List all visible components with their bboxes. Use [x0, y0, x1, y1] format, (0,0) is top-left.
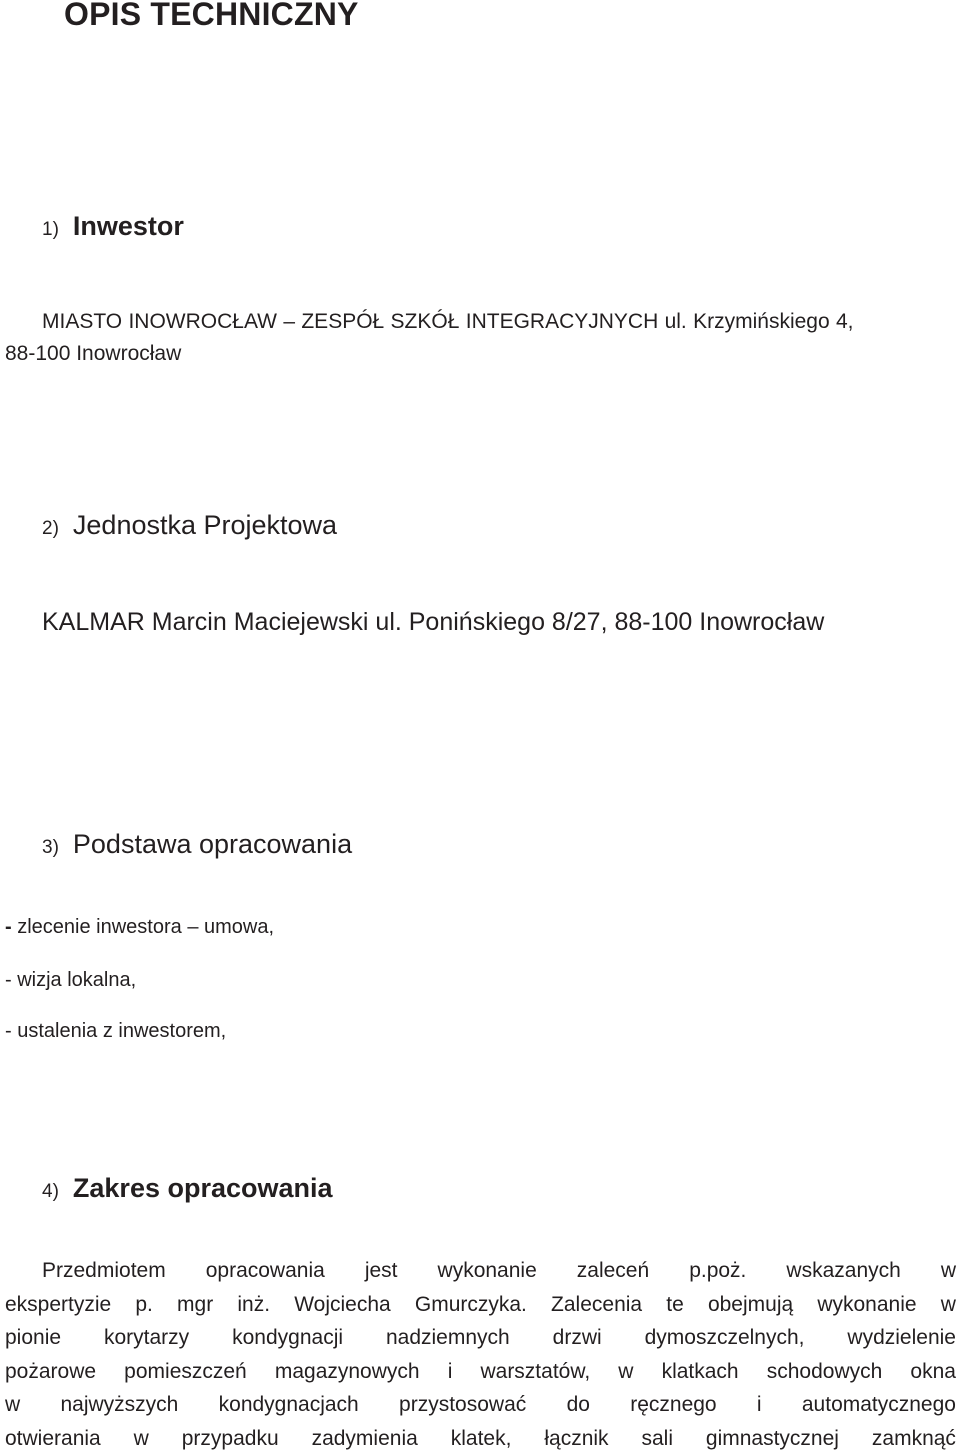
scope-paragraph [5, 1254, 956, 1456]
list-item-text: ustalenia z inwestorem, [11, 1020, 227, 1042]
word: kondygnacjach [218, 1393, 359, 1417]
word: w [5, 1393, 21, 1417]
word: warsztatów, [480, 1359, 591, 1383]
word: mgr [177, 1292, 214, 1316]
word: dymoszczelnych, [644, 1326, 805, 1350]
list-bullet: - [5, 916, 12, 938]
section-number: 2) [42, 518, 59, 539]
word: Przedmiotem [42, 1259, 166, 1282]
section-label: Zakres opracowania [72, 1173, 333, 1203]
word: opracowania [205, 1259, 325, 1282]
section-number: 1) [42, 219, 59, 240]
scope-line [5, 1254, 956, 1288]
section-heading-scope [42, 1170, 333, 1210]
word: jest [364, 1259, 398, 1282]
list-item [5, 913, 274, 941]
word: wskazanych [786, 1259, 901, 1282]
word: kondygnacji [232, 1326, 344, 1350]
word: wykonanie [817, 1292, 917, 1316]
word: automatycznego [801, 1393, 956, 1417]
list-item [5, 1017, 226, 1045]
scope-line [5, 1321, 956, 1355]
word: p.poż. [689, 1259, 747, 1282]
word: w [133, 1426, 149, 1450]
scope-line [5, 1422, 956, 1456]
word: nadziemnych [385, 1326, 510, 1350]
word: pomieszczeń [124, 1359, 247, 1383]
list-item-text: zlecenie inwestora – umowa, [11, 916, 275, 938]
word: ręcznego [630, 1393, 717, 1417]
section-label: Podstawa opracowania [72, 829, 353, 859]
list-item-text: wizja lokalna, [11, 969, 137, 991]
word: gimnastycznej [705, 1426, 839, 1450]
word: p. [135, 1292, 153, 1316]
word: zadymienia [311, 1426, 418, 1450]
word: najwyższych [60, 1393, 179, 1417]
list-bullet: - [5, 1020, 12, 1042]
word: korytarzy [104, 1326, 190, 1350]
word: obejmują [707, 1292, 794, 1316]
word: zaleceń [576, 1259, 650, 1282]
section-heading-basis [42, 826, 352, 866]
word: przystosować [399, 1393, 527, 1417]
word: pożarowe [5, 1359, 97, 1383]
word: okna [910, 1359, 956, 1383]
word: wykonanie [437, 1259, 537, 1282]
word: przypadku [181, 1426, 279, 1450]
word: łącznik [544, 1426, 609, 1450]
word: Gmurczyka. [414, 1292, 527, 1316]
word: otwierania [5, 1426, 101, 1450]
section-label: Inwestor [72, 211, 184, 241]
word: sali [641, 1426, 673, 1450]
section-number: 4) [42, 1181, 59, 1202]
word: ekspertyzie [5, 1292, 112, 1316]
word: magazynowych [274, 1359, 420, 1383]
list-item [5, 966, 136, 994]
document-title: OPIS TECHNICZNY [64, 0, 359, 32]
scope-line [5, 1388, 956, 1422]
list-bullet: - [5, 969, 12, 991]
investor-address-line-2: 88-100 Inowrocław [5, 342, 182, 365]
word: w [618, 1359, 634, 1383]
section-heading-design-unit [42, 507, 337, 547]
word: Wojciecha [294, 1292, 391, 1316]
design-unit-address: KALMAR Marcin Maciejewski ul. Ponińskiego 8/27, 88-100 Inowrocław [42, 608, 825, 636]
word: i [756, 1393, 762, 1417]
word: inż. [237, 1292, 271, 1316]
word: w [940, 1292, 956, 1316]
word: klatkach [661, 1359, 739, 1383]
word: i [447, 1359, 453, 1383]
scope-line [5, 1288, 956, 1322]
word: w [940, 1259, 956, 1282]
word: drzwi [552, 1326, 602, 1350]
word: do [566, 1393, 590, 1417]
investor-address-line-1: MIASTO INOWROCŁAW – ZESPÓŁ SZKÓŁ INTEGRACYJNYCH ul. Krzymińskiego 4, [42, 310, 854, 333]
word: zamknąć [871, 1426, 956, 1450]
word: Zalecenia [551, 1292, 643, 1316]
word: te [666, 1292, 684, 1316]
section-heading-investor [42, 208, 184, 248]
section-number: 3) [42, 837, 59, 858]
word: wydzielenie [847, 1326, 956, 1350]
section-label: Jednostka Projektowa [72, 510, 338, 540]
word: klatek, [450, 1426, 512, 1450]
scope-line [5, 1355, 956, 1389]
word: pionie [5, 1326, 62, 1350]
word: schodowych [766, 1359, 883, 1383]
